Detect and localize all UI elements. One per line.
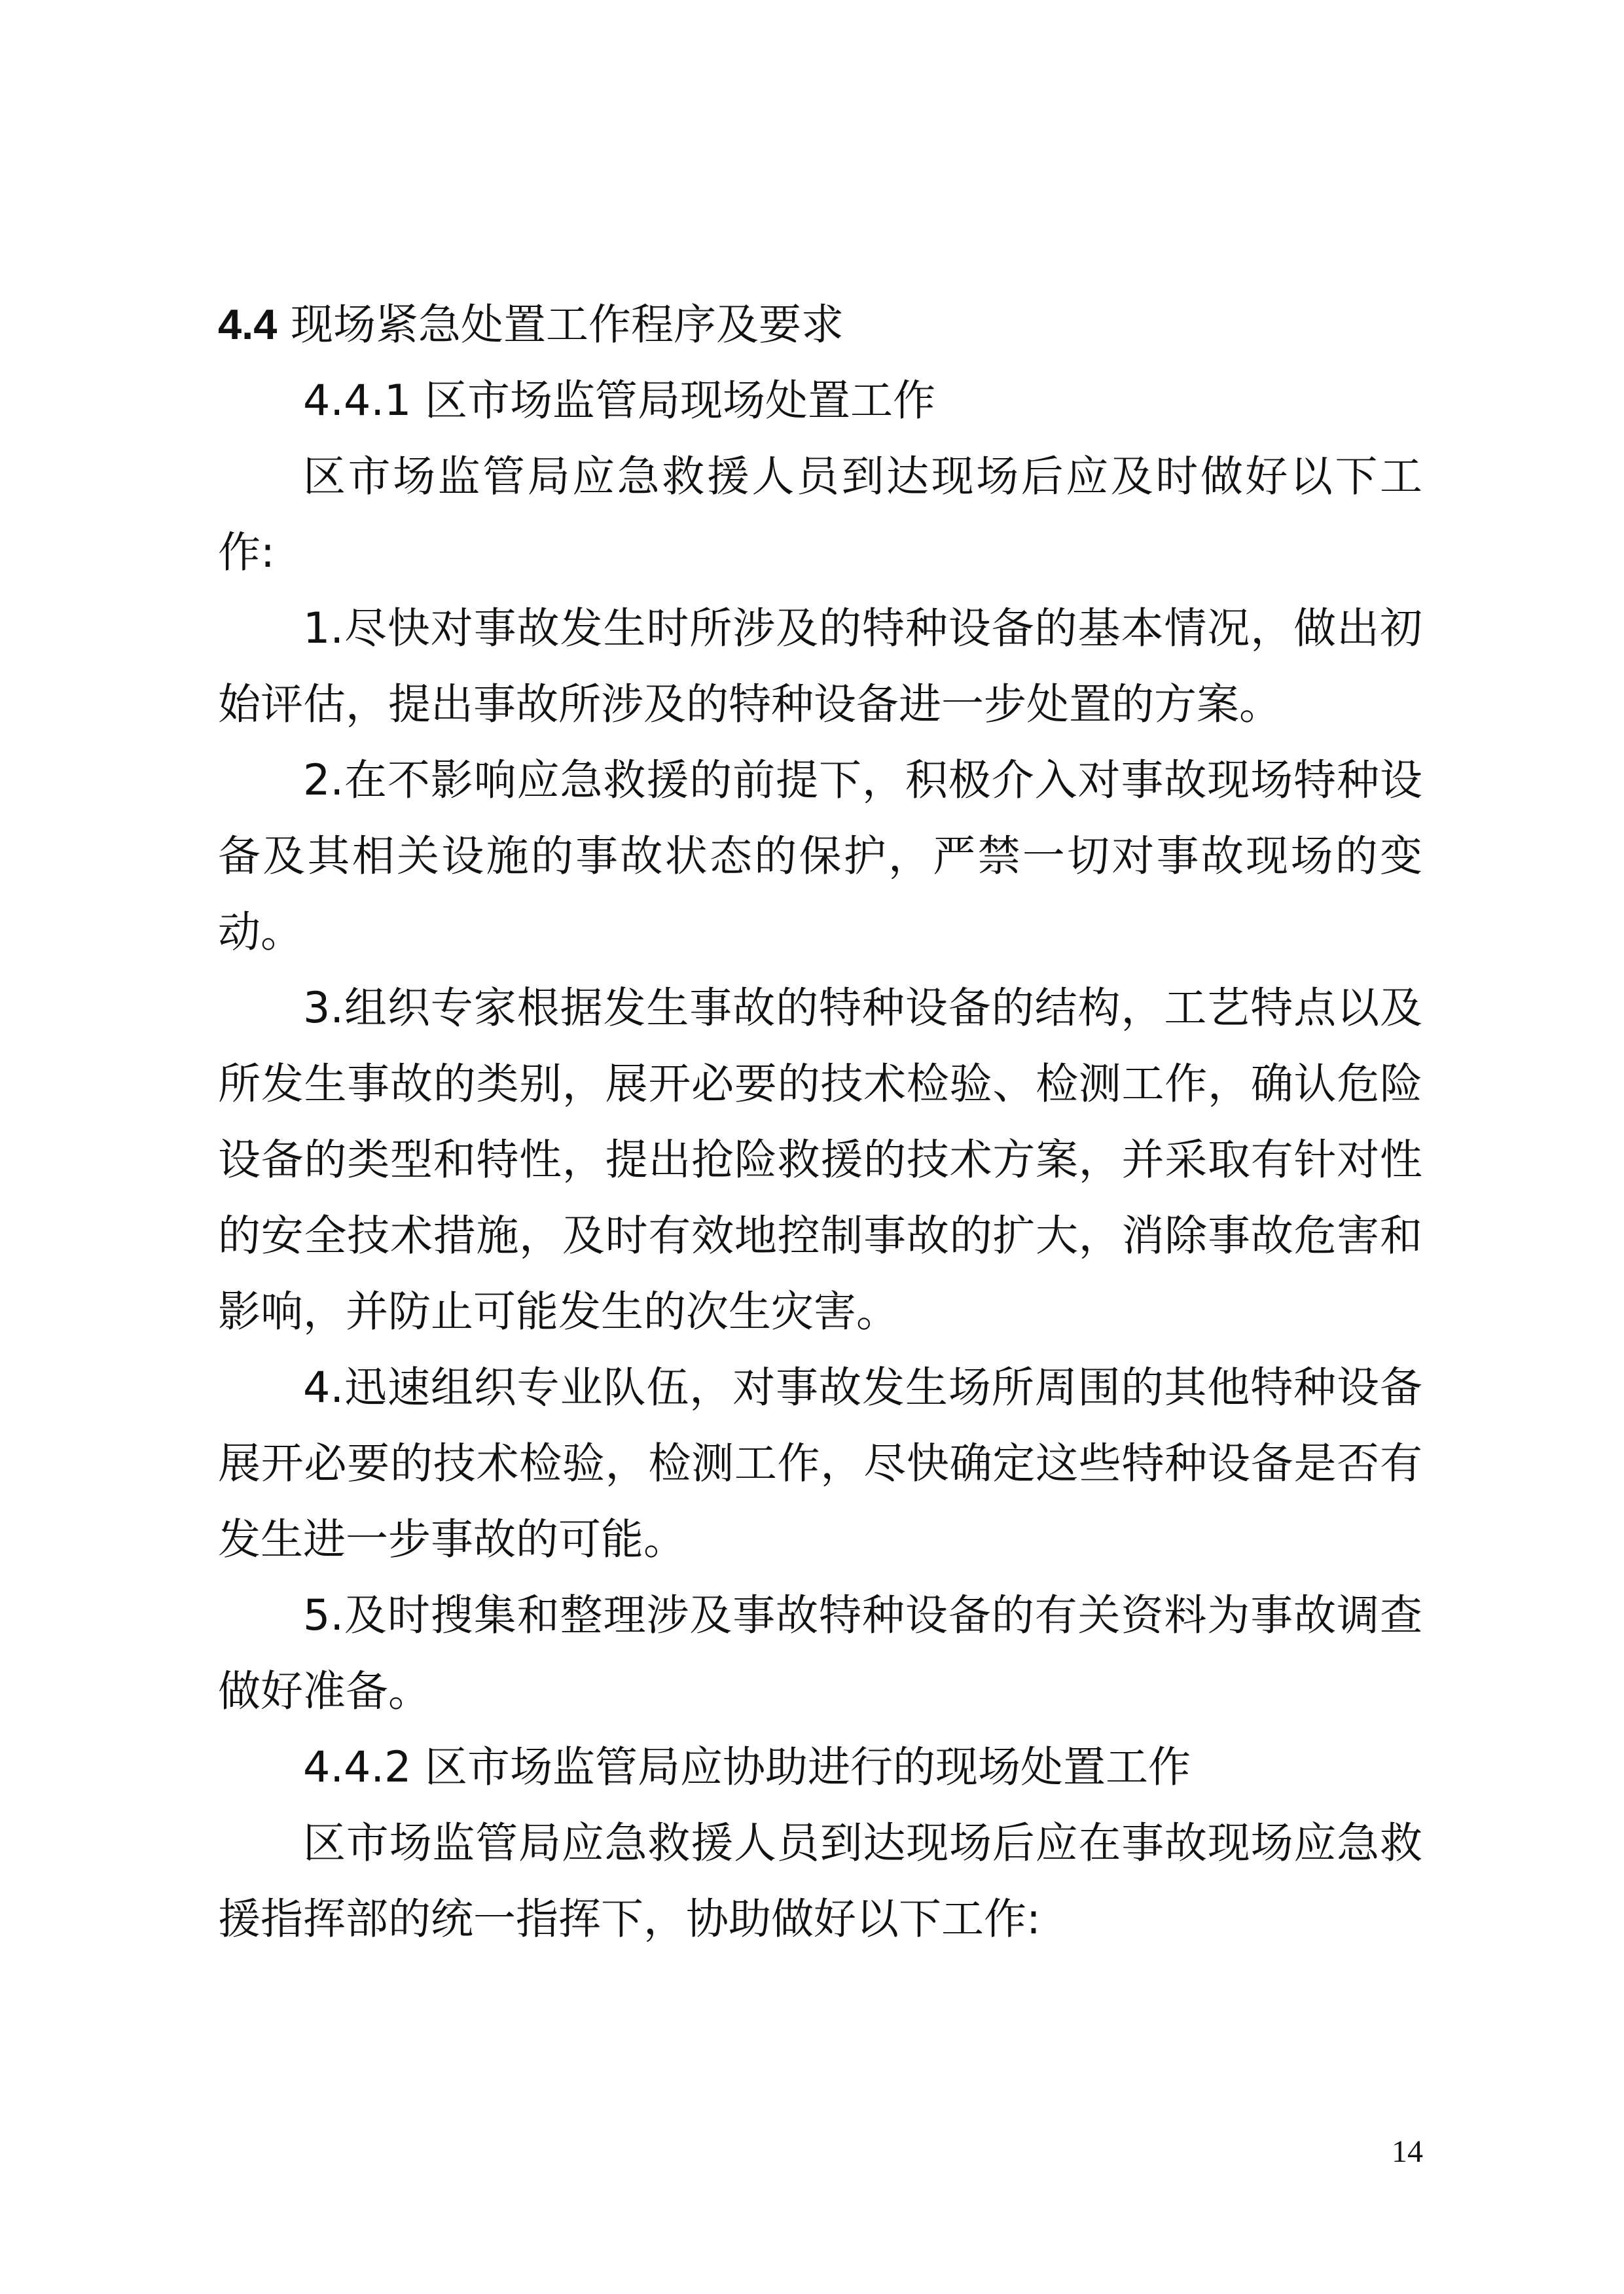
paragraph-intro-4-4-2: 区市场监管局应急救援人员到达现场后应在事故现场应急救援指挥部的统一指挥下，协助做好以下工作: xyxy=(218,1819,1422,1944)
section-heading-4-4 xyxy=(218,287,1422,363)
section-title: 现场紧急处置工作程序及要求 xyxy=(291,300,844,349)
list-item-2: 2.在不影响应急救援的前提下，积极介入对事故现场特种设备及其相关设施的事故状态的保护，严禁一切对事故现场的变动。 xyxy=(218,756,1422,957)
list-item-5: 5.及时搜集和整理涉及事故特种设备的有关资料为事故调查做好准备。 xyxy=(218,1591,1422,1716)
list-item-1: 1.尽快对事故发生时所涉及的特种设备的基本情况，做出初始评估，提出事故所涉及的特种设备进一步处置的方案。 xyxy=(218,604,1422,729)
page-number: 14 xyxy=(1392,2134,1423,2169)
document-body xyxy=(218,287,1422,1958)
paragraph-intro-4-4-1: 区市场监管局应急救援人员到达现场后应及时做好以下工作: xyxy=(218,452,1422,577)
subsection-heading-4-4-1: 4.4.1 区市场监管局现场处置工作 xyxy=(303,376,936,425)
subsection-heading-4-4-2: 4.4.2 区市场监管局应协助进行的现场处置工作 xyxy=(303,1743,1191,1792)
section-number: 4.4 xyxy=(218,300,278,348)
list-item-4: 4.迅速组织专业队伍，对事故发生场所周围的其他特种设备展开必要的技术检验，检测工作，尽快确定这些特种设备是否有发生进一步事故的可能。 xyxy=(218,1363,1422,1564)
list-item-3: 3.组织专家根据发生事故的特种设备的结构，工艺特点以及所发生事故的类别，展开必要的技术检验、检测工作，确认危险设备的类型和特性，提出抢险救援的技术方案，并采取有针对性的安全技术措施，及时有效地控制事故的扩大，消除事故危害和影响，并防止可能发生的次生灾害。 xyxy=(218,984,1422,1336)
